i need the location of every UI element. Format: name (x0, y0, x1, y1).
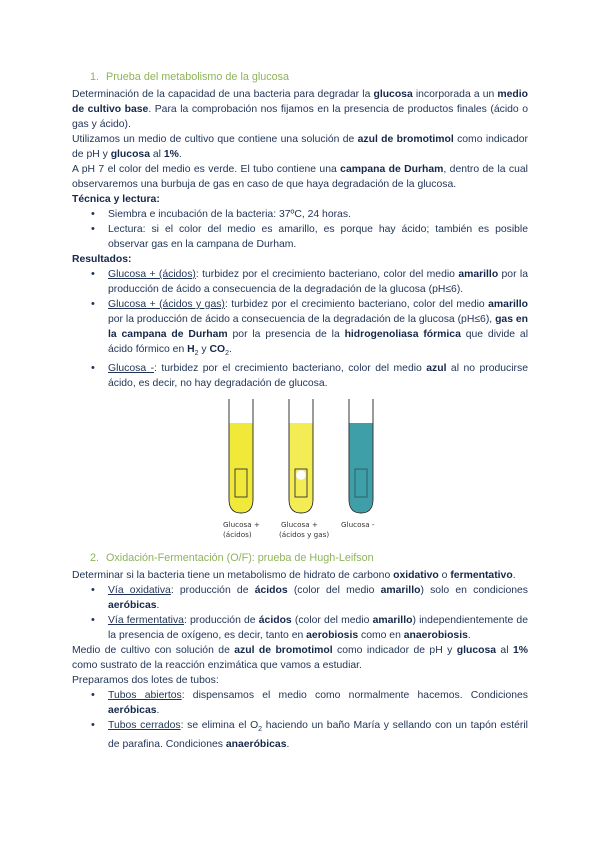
tube-acid-medium (230, 423, 253, 513)
list-item: • Siembra e incubación de la bacteria: 37ºC, 24 horas. (72, 207, 528, 222)
tube-label-2a: Glucosa + (281, 520, 318, 530)
list-item: • Tubos cerrados: se elimina el $O_2$ haciendo un baño María y sellando con un tapón estéril de parafina. Condiciones anaeróbicas. (72, 718, 528, 752)
paragraph: Preparamos dos lotes de tubos: (72, 675, 219, 687)
tecnica-list (72, 207, 528, 252)
tube-label-1a: Glucosa + (223, 520, 260, 530)
subheading-resultados: Resultados: (72, 254, 132, 265)
vias-list (72, 583, 528, 643)
subheading-tecnica: Técnica y lectura: (72, 194, 160, 205)
section-number: 1. (90, 71, 100, 83)
test-tubes-drawing (203, 397, 403, 543)
section-title: Prueba del metabolismo de la glucosa (106, 71, 290, 83)
test-tubes-figure (72, 397, 528, 543)
tube-acid-gas (279, 399, 329, 539)
tube-acid (223, 399, 260, 539)
paragraph: Medio de cultivo con solución de azul de bromotimol como indicador de pH y glucosa al 1% como sustrato de la reacción enzimática que vamos a estudiar. (72, 645, 528, 672)
section-title: Oxidación-Fermentación (O/F): prueba de Hugh-Leifson (106, 552, 374, 565)
tube-label-1b: (ácidos) (223, 530, 252, 540)
list-item: • Glucosa -: turbidez por el crecimiento bacteriano, color del medio azul al no producirse ácido, es decir, no hay degradación de glucosa. (72, 361, 528, 391)
tube-negative (341, 399, 375, 529)
list-item: • Glucosa + (ácidos y gas): turbidez por el crecimiento bacteriano, color del medio amarillo por la producción de ácido a consecuencia de la degradación de la glucosa (pH≤6), gas en la campana de Durham por la presencia de la hidrogenoliasa fórmica que divide al ácido fórmico en $H_2$ y $CO_2$. (72, 297, 528, 361)
tube-acid-gas-medium (290, 423, 313, 513)
list-item: • Vía oxidativa: producción de ácidos (color del medio amarillo) solo en condiciones aeróbicas. (72, 583, 528, 613)
paragraph: Utilizamos un medio de cultivo que contiene una solución de azul de bromotimol como indicador de pH y glucosa al 1%. (72, 134, 528, 160)
list-item: • Vía fermentativa: producción de ácidos (color del medio amarillo) independientemente de la presencia de oxígeno, es decir, tanto en aerobiosis como en anaerobiosis. (72, 613, 528, 643)
list-item: • Glucosa + (ácidos): turbidez por el crecimiento bacteriano, color del medio amarillo por la producción de ácido a consecuencia de la degradación de la glucosa (pH≤6). (72, 267, 528, 297)
tubos-list (72, 688, 528, 752)
paragraph: Determinar si la bacteria tiene un metabolismo de hidrato de carbono oxidativo o fermentativo. (72, 570, 516, 582)
tube-negative-medium (350, 423, 373, 513)
list-item: • Tubos abiertos: dispensamos el medio como normalmente hacemos. Condiciones aeróbicas. (72, 688, 528, 718)
section-2-heading (90, 551, 528, 566)
paragraph: A pH 7 el color del medio es verde. El tubo contiene una campana de Durham, dentro de la cual observaremos una burbuja de gas en caso de que haya degradación de la glucosa. (72, 164, 528, 190)
gas-bubble (296, 470, 306, 480)
list-item: • Lectura: si el color del medio es amarillo, es porque hay ácido; también es posible observar gas en la campana de Durham. (72, 222, 528, 252)
section-number: 2. (90, 552, 100, 565)
document-page (72, 70, 528, 752)
tube-label-3a: Glucosa - (341, 520, 375, 530)
paragraph: Determinación de la capacidad de una bacteria para degradar la glucosa incorporada a un medio de cultivo base. Para la comprobación nos fijamos en la presencia de productos finales (ácido o gas y ácido). (72, 89, 529, 130)
resultados-list (72, 267, 528, 391)
section-1-heading (90, 70, 528, 85)
tube-label-2b: (ácidos y gas) (279, 530, 330, 540)
